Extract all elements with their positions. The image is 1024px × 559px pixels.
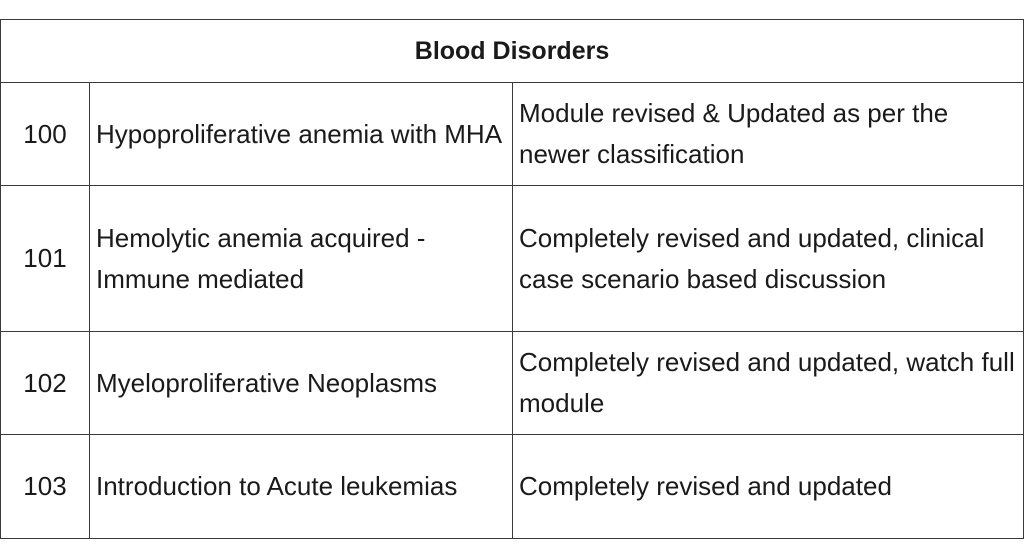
module-number: 103 — [1, 435, 90, 539]
table-row — [1, 186, 1024, 332]
module-topic: Hypoproliferative anemia with MHA — [90, 83, 513, 186]
module-topic: Hemolytic anemia acquired - Immune mediated — [90, 186, 513, 332]
table-title: Blood Disorders — [1, 20, 1024, 83]
module-topic: Introduction to Acute leukemias — [90, 435, 513, 539]
module-number: 101 — [1, 186, 90, 332]
table-row — [1, 435, 1024, 539]
table-row — [1, 332, 1024, 435]
table-title-row — [1, 20, 1024, 83]
module-note: Completely revised and updated — [513, 435, 1024, 539]
blood-disorders-table — [0, 19, 1024, 539]
module-note: Module revised & Updated as per the newer classification — [513, 83, 1024, 186]
table-row — [1, 83, 1024, 186]
module-number: 100 — [1, 83, 90, 186]
module-note: Completely revised and updated, clinical case scenario based discussion — [513, 186, 1024, 332]
module-topic: Myeloproliferative Neoplasms — [90, 332, 513, 435]
module-note: Completely revised and updated, watch full module — [513, 332, 1024, 435]
blood-disorders-table-container — [0, 19, 1023, 539]
module-number: 102 — [1, 332, 90, 435]
